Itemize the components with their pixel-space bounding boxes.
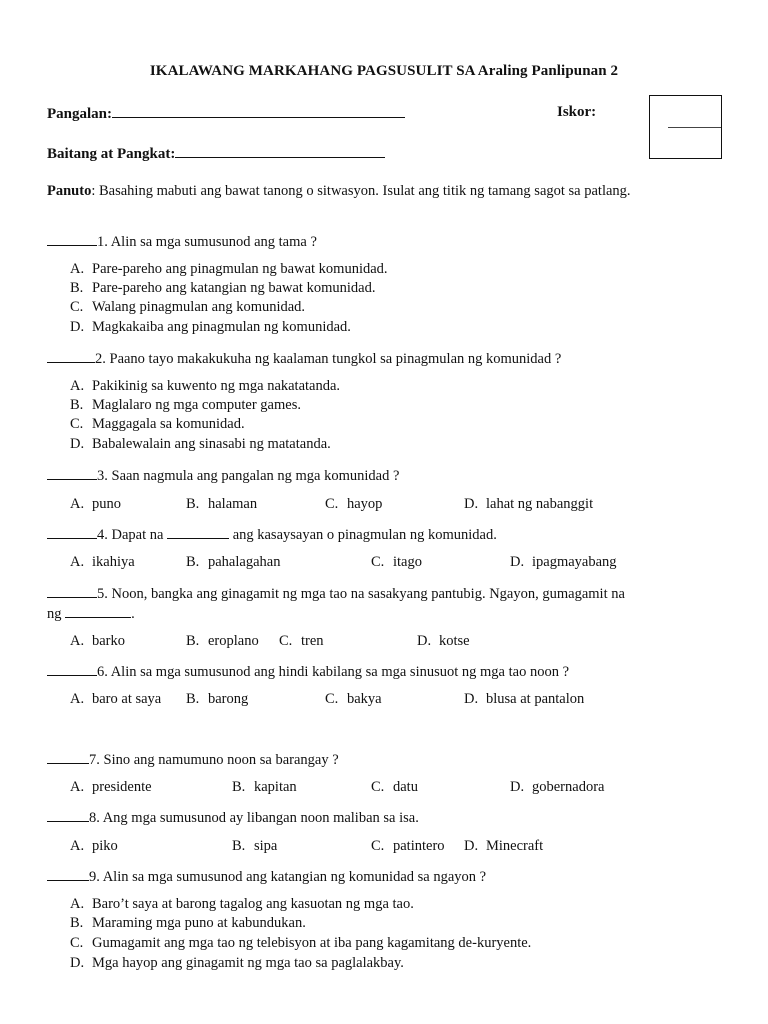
- option-9b: B. Maraming mga puno at kabundukan.: [70, 915, 306, 931]
- answer-blank-8[interactable]: [47, 807, 89, 822]
- question-text-8: 8. Ang mga sumusunod ay libangan noon maliban sa isa.: [89, 810, 419, 826]
- answer-blank-9[interactable]: [47, 866, 89, 881]
- answer-blank-5[interactable]: [47, 583, 97, 598]
- option-6a: A. baro at saya: [70, 691, 162, 707]
- score-box[interactable]: [649, 95, 722, 159]
- option-8c: C. patintero: [371, 838, 445, 854]
- question-text-3: 3. Saan nagmula ang pangalan ng mga komunidad ?: [97, 468, 400, 484]
- question-5: [47, 583, 625, 605]
- option-3d: D. lahat ng nabanggit: [464, 496, 594, 512]
- answer-blank-3[interactable]: [47, 465, 97, 480]
- question-4: 4. Dapat na ang kasaysayan o pinagmulan ng komunidad.: [47, 524, 497, 546]
- option-6b: B. barong: [186, 691, 249, 707]
- option-6d: D. blusa at pantalon: [464, 691, 585, 707]
- option-9a: A. Baro’t saya at barong tagalog ang kasuotan ng mga tao.: [70, 896, 414, 912]
- option-4b: B. pahalagahan: [186, 554, 281, 570]
- option-4c: C. itago: [371, 554, 422, 570]
- option-2d: D. Babalewalain ang sinasabi ng matatanda.: [70, 436, 331, 452]
- option-4a: A. ikahiya: [70, 554, 135, 570]
- option-7c: C. datu: [371, 779, 418, 795]
- option-4d: D. ipagmayabang: [510, 554, 617, 570]
- question-text-6: 6. Alin sa mga sumusunod ang hindi kabilang sa mga sinusuot ng mga tao noon ?: [97, 664, 570, 680]
- option-5d: D. kotse: [417, 633, 470, 649]
- option-8a: A. piko: [70, 838, 118, 854]
- answer-blank-1[interactable]: [47, 231, 97, 246]
- option-8b: B. sipa: [232, 838, 278, 854]
- option-1d: D. Magkakaiba ang pinagmulan ng komunidad.: [70, 319, 351, 335]
- grade-label: Baitang at Pangkat:: [47, 146, 176, 162]
- instructions-label: Panuto: [47, 183, 92, 199]
- option-7b: B. kapitan: [232, 779, 297, 795]
- question-text-9: 9. Alin sa mga sumusunod ang katangian ng komunidad sa ngayon ?: [89, 869, 487, 885]
- option-6c: C. bakya: [325, 691, 382, 707]
- answer-blank-2[interactable]: [47, 348, 95, 363]
- option-7a: A. presidente: [70, 779, 152, 795]
- option-3b: B. halaman: [186, 496, 258, 512]
- grade-row: [47, 143, 385, 165]
- option-1a: A. Pare-pareho ang pinagmulan ng bawat komunidad.: [70, 261, 388, 277]
- answer-blank-4[interactable]: [47, 524, 97, 539]
- question-1: [47, 231, 317, 253]
- test-title: IKALAWANG MARKAHANG PAGSUSULIT SA Araling Panlipunan 2: [149, 63, 619, 79]
- name-row: [47, 103, 405, 125]
- name-label: Pangalan:: [47, 106, 113, 122]
- answer-blank-7[interactable]: [47, 749, 89, 764]
- question-text-5-line1: 5. Noon, bangka ang ginagamit ng mga tao na sasakyang pantubig. Ngayon, gumagamit na: [97, 586, 625, 602]
- option-3c: C. hayop: [325, 496, 383, 512]
- question-7: [47, 749, 339, 771]
- option-1c: C. Walang pinagmulan ang komunidad.: [70, 299, 306, 315]
- instructions: [47, 182, 631, 202]
- answer-blank-6[interactable]: [47, 661, 97, 676]
- question-text-7: 7. Sino ang namumuno noon sa barangay ?: [89, 752, 339, 768]
- option-7d: D. gobernadora: [510, 779, 605, 795]
- option-2a: A. Pakikinig sa kuwento ng mga nakatatanda.: [70, 378, 341, 394]
- option-5b: B. eroplano: [186, 633, 259, 649]
- fill-in-blank-4[interactable]: [167, 524, 229, 539]
- fill-in-blank-5[interactable]: [65, 603, 131, 618]
- question-9: [47, 866, 486, 888]
- option-1b: B. Pare-pareho ang katangian ng bawat komunidad.: [70, 280, 376, 296]
- option-9d: D. Mga hayop ang ginagamit ng mga tao sa paglalakbay.: [70, 955, 404, 971]
- score-label: Iskor:: [557, 104, 597, 120]
- question-5-line2: ng .: [47, 603, 135, 625]
- option-9c: C. Gumagamit ang mga tao ng telebisyon at iba pang kagamitang de-kuryente.: [70, 935, 532, 951]
- option-5c: C. tren: [279, 633, 324, 649]
- option-8d: D. Minecraft: [464, 838, 544, 854]
- option-2b: B. Maglalaro ng mga computer games.: [70, 397, 301, 413]
- instructions-text: : Basahing mabuti ang bawat tanong o sitwasyon. Isulat ang titik ng tamang sagot sa patlang.: [91, 183, 631, 199]
- question-text-2: 2. Paano tayo makakukuha ng kaalaman tungkol sa pinagmulan ng komunidad ?: [95, 351, 562, 367]
- question-3: [47, 465, 399, 487]
- question-6: [47, 661, 569, 683]
- option-5a: A. barko: [70, 633, 126, 649]
- name-field[interactable]: [112, 103, 405, 118]
- question-text-1: 1. Alin sa mga sumusunod ang tama ?: [97, 234, 317, 250]
- question-8: [47, 807, 419, 829]
- grade-field[interactable]: [175, 143, 385, 158]
- question-2: [47, 348, 561, 370]
- option-3a: A. puno: [70, 496, 121, 512]
- score-divider: [668, 127, 721, 128]
- option-2c: C. Maggagala sa komunidad.: [70, 416, 245, 432]
